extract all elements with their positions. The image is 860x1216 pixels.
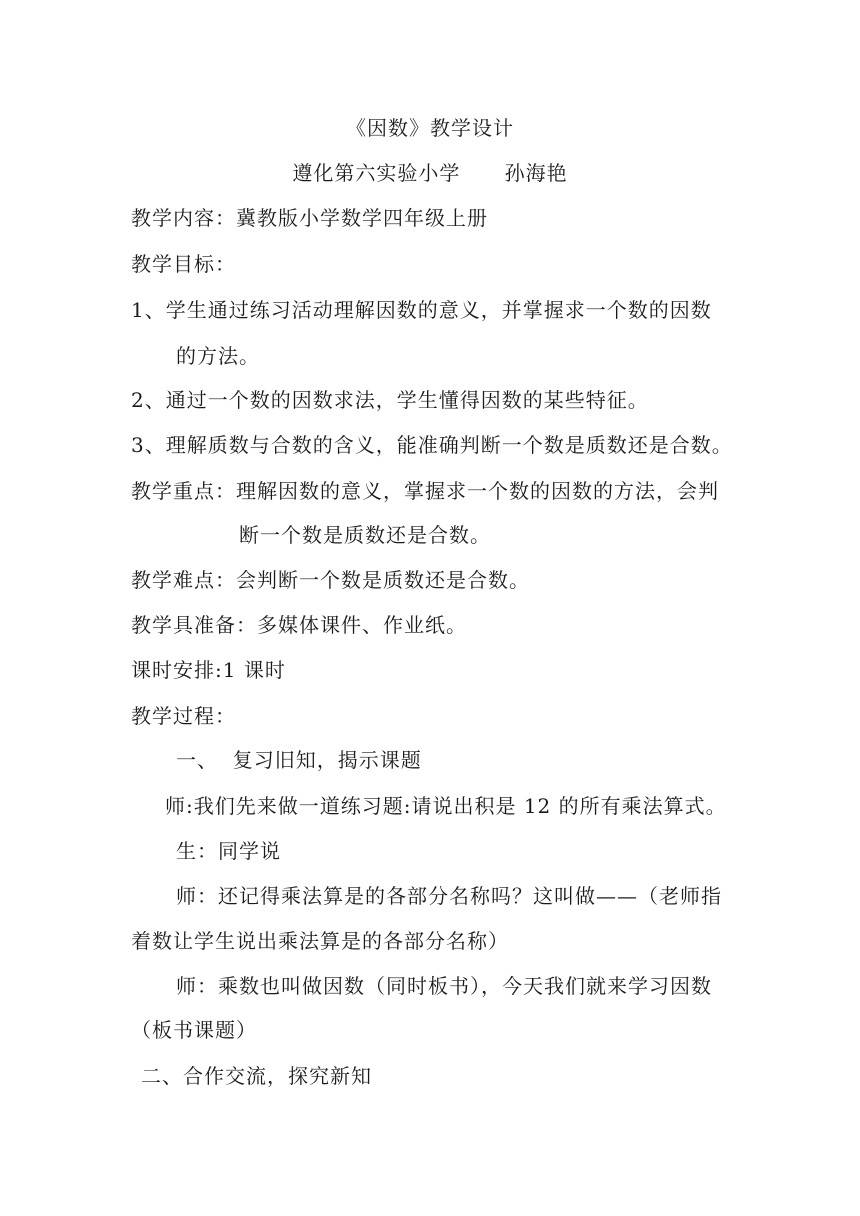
teacher-remark-3-line-1: 师：乘数也叫做因数（同时板书），今天我们就来学习因数 [176, 974, 712, 998]
author-line: 遵化第六实验小学 孙海艳 [292, 161, 568, 185]
teaching-materials: 教学具准备：多媒体课件、作业纸。 [131, 613, 467, 637]
document-title: 《因数》教学设计 [346, 116, 514, 140]
key-points-line-2: 断一个数是质数还是合数。 [239, 523, 491, 547]
objectives-heading: 教学目标： [131, 252, 236, 276]
process-heading: 教学过程： [131, 704, 236, 728]
section-2-heading: 二、合作交流，探究新知 [141, 1064, 372, 1088]
key-points-line-1: 教学重点：理解因数的意义，掌握求一个数的因数的方法，会判 [131, 479, 719, 503]
student-remark-1: 生：同学说 [176, 839, 281, 863]
teacher-remark-2-line-1: 师：还记得乘法算是的各部分名称吗？这叫做——（老师指 [176, 884, 722, 908]
teaching-content: 教学内容：冀教版小学数学四年级上册 [131, 206, 488, 230]
section-1-heading: 一、 复习旧知，揭示课题 [176, 748, 422, 772]
teacher-remark-1: 师:我们先来做一道练习题:请说出积是 12 的所有乘法算式。 [165, 794, 727, 818]
teacher-remark-2-line-2: 着数让学生说出乘法算是的各部分名称） [131, 929, 509, 953]
objective-1-line-1: 1、学生通过练习活动理解因数的意义，并掌握求一个数的因数 [131, 298, 712, 322]
objective-3: 3、理解质数与合数的含义，能准确判断一个数是质数还是合数。 [131, 433, 733, 457]
teaching-difficulty: 教学难点：会判断一个数是质数还是合数。 [131, 568, 530, 592]
class-schedule: 课时安排:1 课时 [131, 658, 286, 682]
objective-1-line-2: 的方法。 [176, 344, 260, 368]
objective-2: 2、通过一个数的因数求法，学生懂得因数的某些特征。 [131, 388, 649, 412]
teacher-remark-3-line-2: （板书课题） [131, 1018, 257, 1042]
